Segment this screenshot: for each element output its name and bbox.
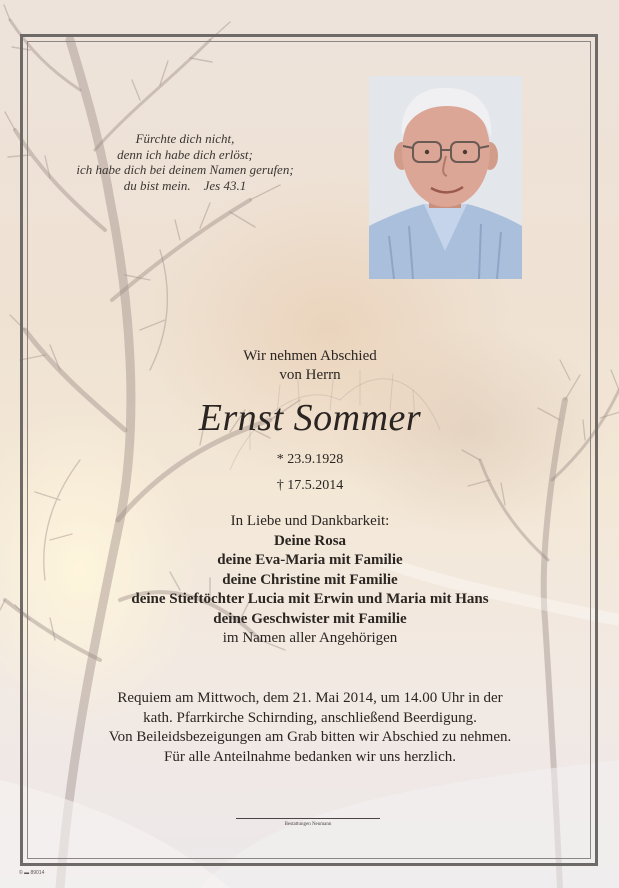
service-line: Von Beileidsbezeigungen am Grab bitten wir Abschied zu nehmen.	[108, 729, 512, 745]
mourner-name: deine Stieftöchter Lucia mit Erwin und Maria mit Hans	[131, 591, 489, 607]
mourner-name: Deine Rosa	[273, 532, 347, 549]
bible-verse	[40, 131, 330, 193]
farewell-line: Wir nehmen Abschied	[243, 348, 377, 364]
mourners-list	[40, 512, 580, 649]
verse-line: denn ich habe dich erlöst;	[117, 146, 253, 162]
mourners-intro: In Liebe und Dankbarkeit:	[230, 513, 390, 529]
verse-line: du bist mein. Jes 43.1	[123, 177, 247, 193]
print-stamp: © ▬ 89014	[19, 870, 45, 876]
life-dates	[40, 447, 580, 499]
undertaker-name: Bestattungen Neumann	[284, 822, 332, 827]
death-date: † 17.5.2014	[276, 478, 344, 493]
service-details	[40, 689, 580, 767]
deceased-name: Ernst Sommer	[198, 397, 422, 439]
elderly-man-portrait-icon	[369, 76, 522, 279]
farewell-line: von Herrn	[279, 367, 341, 383]
verse-line: ich habe dich bei deinem Namen gerufen;	[76, 162, 294, 177]
service-line: Für alle Anteilnahme bedanken wir uns herzlich.	[164, 748, 456, 765]
mourner-name: deine Geschwister mit Familie	[213, 610, 407, 627]
verse-line: Fürchte dich nicht,	[135, 131, 235, 146]
service-line: kath. Pfarrkirche Schirnding, anschließend Beerdigung.	[143, 709, 477, 726]
farewell-intro	[40, 347, 580, 385]
mourner-name: deine Eva-Maria mit Familie	[217, 552, 403, 568]
signature-line	[236, 818, 380, 819]
service-line: Requiem am Mittwoch, dem 21. Mai 2014, um 14.00 Uhr in der	[117, 690, 503, 706]
portrait-photo	[369, 76, 522, 279]
mourners-closing: im Namen aller Angehörigen	[222, 630, 398, 646]
birth-date: * 23.9.1928	[276, 452, 344, 467]
mourner-name: deine Christine mit Familie	[222, 571, 398, 588]
